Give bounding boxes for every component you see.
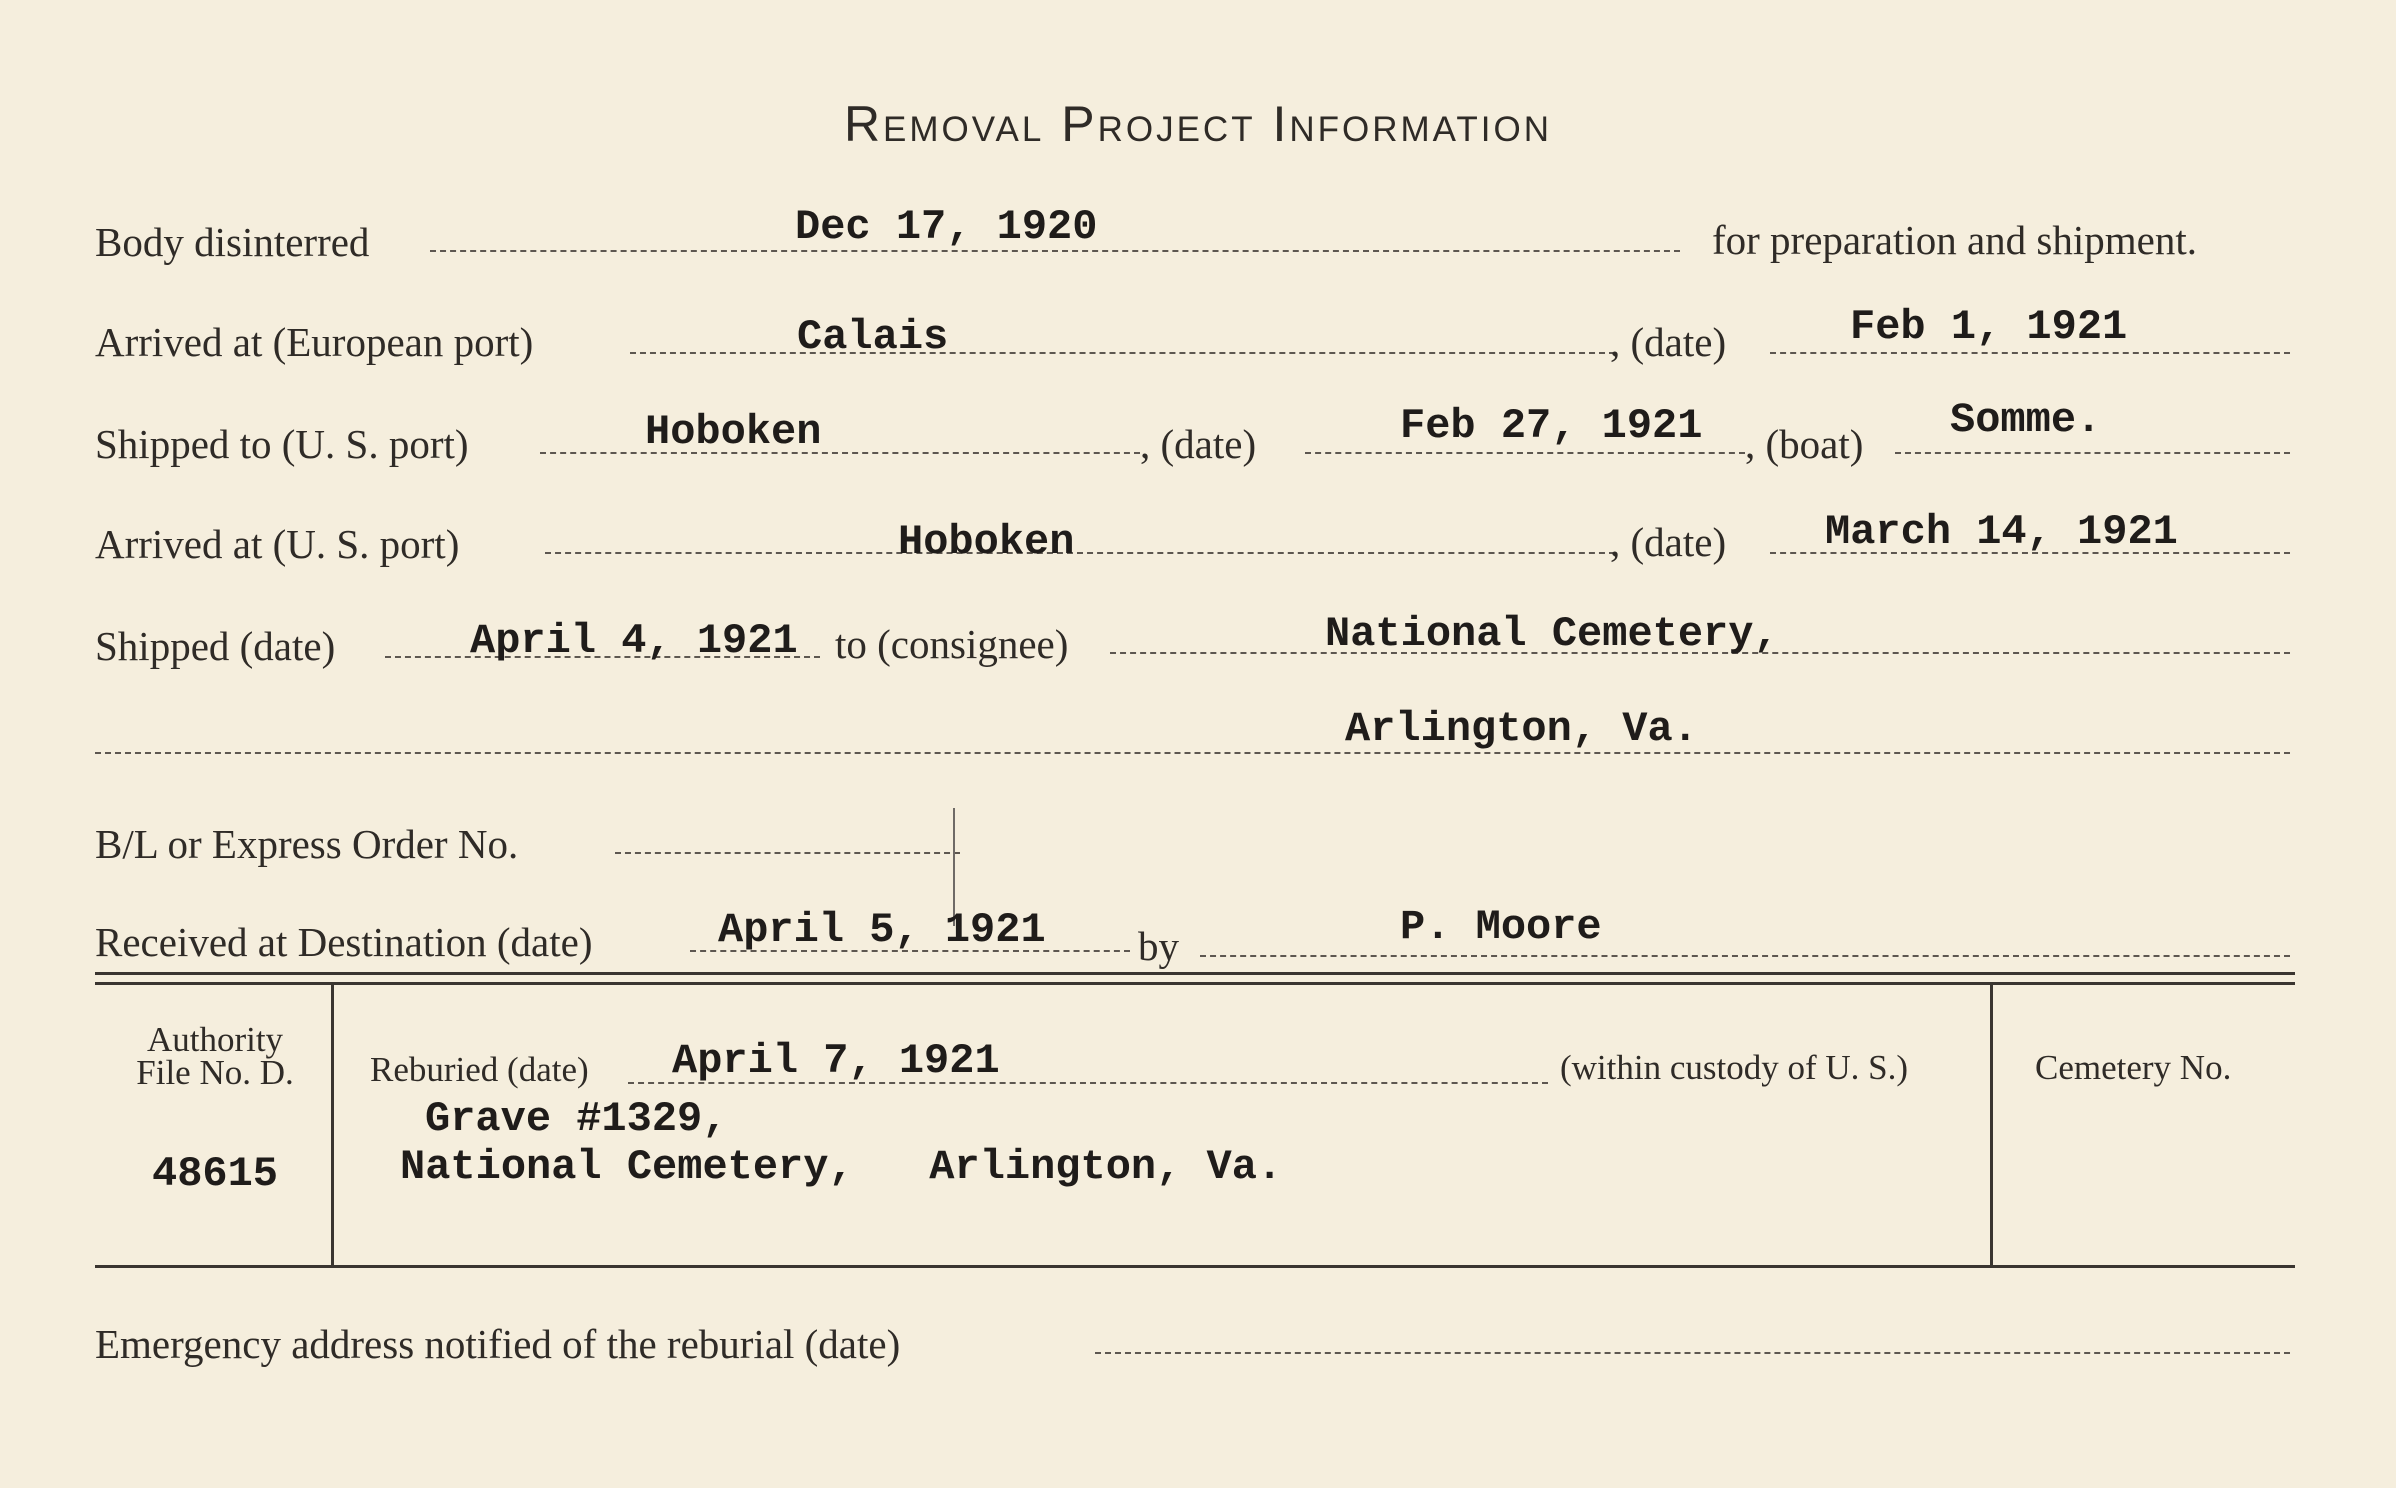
emergency-label: Emergency address notified of the reburial (date) <box>95 1321 901 1367</box>
shipped-to-boat-value: Somme. <box>1950 396 2102 444</box>
box-divider-right <box>1990 985 1993 1267</box>
authority-label-2: File No. D. <box>136 1053 294 1092</box>
shipped-to-boat-line <box>1895 452 2290 454</box>
euro-port-date-value: Feb 1, 1921 <box>1850 303 2128 351</box>
us-port-line <box>545 552 1615 554</box>
us-port-value: Hoboken <box>898 518 1075 566</box>
bl-line <box>615 852 960 854</box>
consignee-value-2: Arlington, Va. <box>1345 705 1698 753</box>
disinterred-suffix: for preparation and shipment. <box>1712 217 2198 263</box>
received-value: April 5, 1921 <box>718 906 1046 954</box>
reburied-value: April 7, 1921 <box>672 1037 1000 1085</box>
disinterred-label: Body disinterred <box>95 219 370 265</box>
received-by-line <box>1200 955 2290 957</box>
shipped-to-date-label: , (date) <box>1140 421 1257 467</box>
euro-port-date-line <box>1770 352 2290 354</box>
emergency-line <box>1095 1352 2290 1354</box>
card-title: Removal Project Information <box>843 96 1553 152</box>
bl-label: B/L or Express Order No. <box>95 821 519 867</box>
custody-label: (within custody of U. S.) <box>1560 1048 1909 1087</box>
cemetery-no-label: Cemetery No. <box>2035 1048 2232 1087</box>
received-label: Received at Destination (date) <box>95 919 593 965</box>
euro-port-date-label: , (date) <box>1610 319 1727 365</box>
shipped-to-date-value: Feb 27, 1921 <box>1400 402 1703 450</box>
euro-port-label: Arrived at (European port) <box>95 319 534 365</box>
box-top-rule-2 <box>95 982 2295 985</box>
shipped-value: April 4, 1921 <box>470 617 798 665</box>
shipped-to-value: Hoboken <box>645 408 822 456</box>
received-by-value: P. Moore <box>1400 903 1602 951</box>
shipped-to-line <box>540 452 1140 454</box>
us-port-label: Arrived at (U. S. port) <box>95 521 460 567</box>
consignee-line-2 <box>95 752 2290 754</box>
box-divider-left <box>331 985 334 1267</box>
shipped-to-date-line <box>1305 452 1745 454</box>
euro-port-value: Calais <box>797 313 949 361</box>
reburied-label: Reburied (date) <box>370 1050 589 1089</box>
consignee-label: to (consignee) <box>835 621 1069 667</box>
shipped-label: Shipped (date) <box>95 623 336 669</box>
box-top-rule-1 <box>95 972 2295 975</box>
authority-file-number: 48615 <box>151 1150 279 1198</box>
grave-line-1: Grave #1329, <box>425 1095 728 1143</box>
box-bottom-rule <box>95 1265 2295 1268</box>
shipped-to-label: Shipped to (U. S. port) <box>95 421 469 467</box>
disinterred-value: Dec 17, 1920 <box>795 203 1098 251</box>
us-port-date-value: March 14, 1921 <box>1825 508 2178 556</box>
euro-port-line <box>630 352 1615 354</box>
consignee-value: National Cemetery, <box>1325 610 1779 658</box>
received-by-label: by <box>1138 923 1179 969</box>
grave-line-2: National Cemetery, Arlington, Va. <box>400 1143 1283 1191</box>
us-port-date-label: , (date) <box>1610 519 1727 565</box>
authority-label-1: Authority <box>146 1020 284 1059</box>
shipped-to-boat-label: , (boat) <box>1745 421 1864 467</box>
